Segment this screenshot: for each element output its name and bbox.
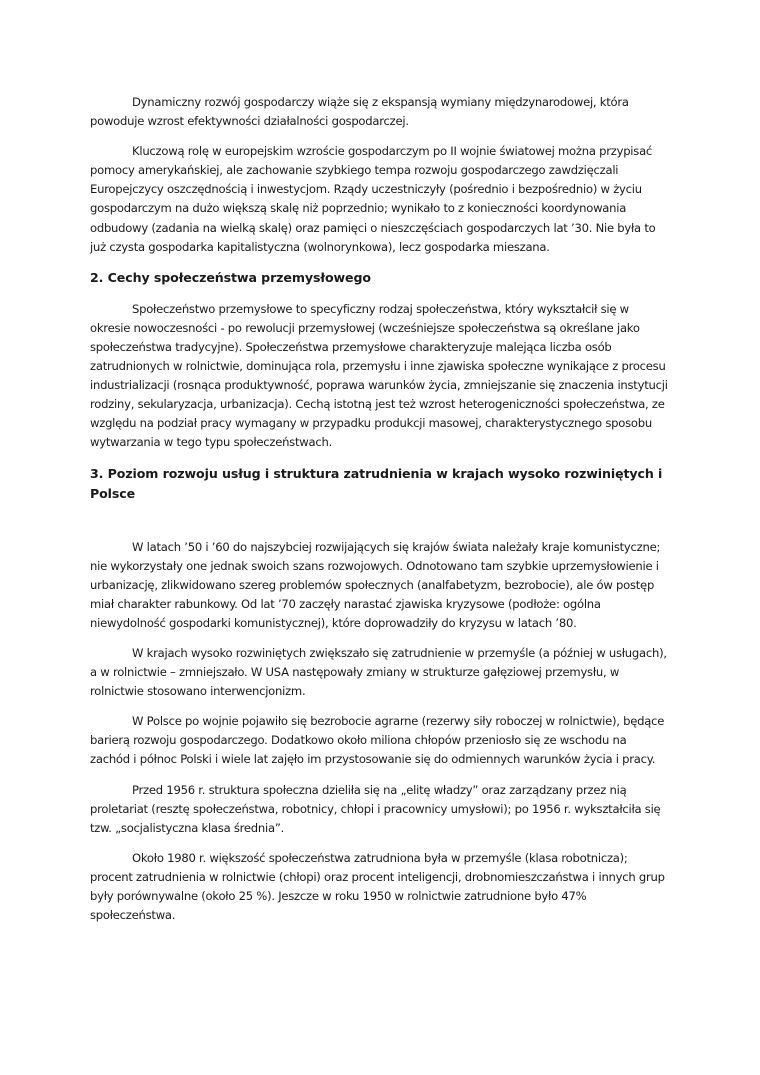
section-2-heading: 2. Cechy społeczeństwa przemysłowego [90, 269, 371, 285]
section-3-paragraph-2: W krajach wysoko rozwiniętych zwiększało się zatrudnienie w przemyśle (a później w usługach), a w rolnictwie – zmniejszało. W USA następowały zmiany w strukturze gałęziowej przemysłu, w rolnictwie stosowano interwencjonizm. [90, 645, 667, 699]
section-2-paragraph-1: Społeczeństwo przemysłowe to specyficzny rodzaj społeczeństwa, który wykształcił się w okresie nowoczesności - po rewolucji przemysłowej (wcześniejsze społeczeństwa są określane jako społeczeństwa tradycyjne). Społeczeństwa przemysłowe charakteryzuje malejąca liczba osób zatrudnionych w rolnictwie, dominująca rola, przemysłu i inne zjawiska społeczne wynikające z procesu industrializacji (rosnąca produktywność, poprawa warunków życia, zmniejszanie się znaczenia instytucji rodziny, sekularyzacja, urbanizacja). Cechą istotną jest też wzrost heterogeniczności społeczeństwa, ze względu na podział pracy wymagany w przypadku produkcji masowej, charakterystycznego sposobu wytwarzania w tego typu społeczeństwach. [90, 301, 668, 450]
section-3-paragraph-1: W latach ’50 i ’60 do najszybciej rozwijających się krajów świata należały kraje komunistyczne; nie wykorzystały one jednak swoich szans rozwojowych. Odnotowano tam szybkie uprzemysłowienie i urbanizację, zlikwidowano szereg problemów społecznych (analfabetyzm, bezrobocie), ale ów postęp miał charakter rabunkowy. Od lat ’70 zaczęły narastać zjawiska kryzysowe (podłoże: ogólna niewydolność gospodarki komunistycznej), które doprowadziły do kryzysu w latach ’80. [90, 539, 661, 630]
document-body [90, 93, 668, 936]
intro-paragraph-2: Kluczową rolę w europejskim wzroście gospodarczym po II wojnie światowej można przypisać pomocy amerykańskiej, ale zachowanie szybkiego tempa rozwoju gospodarczego zawdzięczali Europejczycy oszczędnością i inwestycjom. Rządy uczestniczyły (pośrednio i bezpośrednio) w życiu gospodarczym na dużo większą skalę niż poprzednio; wynikało to z konieczności koordynowania odbudowy (zadania na wielką skalę) oraz pamięci o nieszczęściach gospodarczych lat ’30. Nie była to już czysta gospodarka kapitalistyczna (wolnorynkowa), lecz gospodarka mieszana. [90, 144, 656, 254]
section-3-heading: 3. Poziom rozwoju usług i struktura zatrudnienia w krajach wysoko rozwiniętych i Polsce [90, 465, 663, 501]
section-3-paragraph-3: W Polsce po wojnie pojawiło się bezrobocie agrarne (rezerwy siły roboczej w rolnictwie), będące barierą rozwoju gospodarczego. Dodatkowo około miliona chłopów przeniosło się ze wschodu na zachód i północ Polski i wiele lat zajęło im przystosowanie się do odmiennych warunków życia i pracy. [90, 714, 665, 767]
section-3-spacer [90, 516, 668, 538]
section-3-paragraph-4: Przed 1956 r. struktura społeczna dzieliła się na „elitę władzy” oraz zarządzany przez nią proletariat (resztę społeczeństwa, robotnicy, chłopi i pracownicy umysłowi); po 1956 r. wykształciła się tzw. „socjalistyczna klasa średnia”. [90, 782, 661, 835]
section-3-paragraph-5: Około 1980 r. większość społeczeństwa zatrudniona była w przemyśle (klasa robotnicza); procent zatrudnienia w rolnictwie (chłopi) oraz procent inteligencji, drobnomieszczaństwa i innych grup były porównywalne (około 25 %). Jeszcze w roku 1950 w rolnictwie zatrudnione było 47% społeczeństwa. [90, 850, 665, 923]
intro-paragraph-1: Dynamiczny rozwój gospodarczy wiąże się z ekspansją wymiany międzynarodowej, która powoduje wzrost efektywności działalności gospodarczej. [90, 95, 629, 129]
